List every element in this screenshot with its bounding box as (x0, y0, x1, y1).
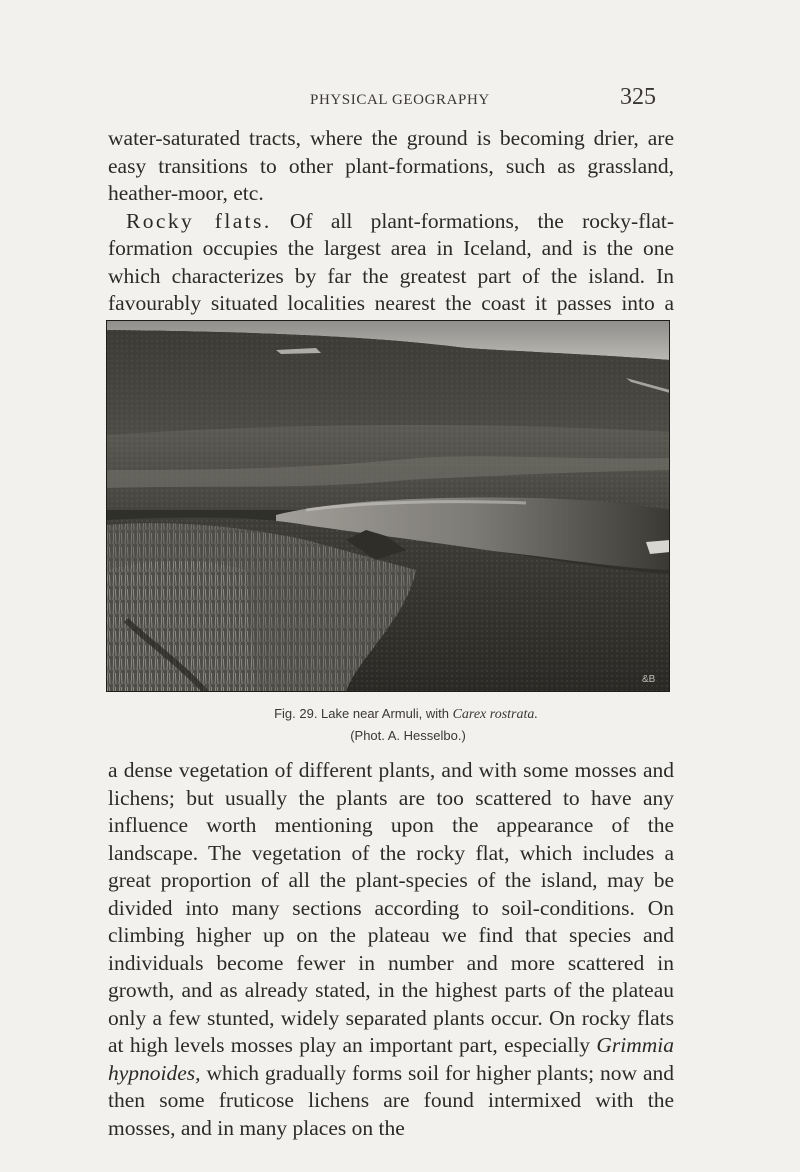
figure-caption (0, 706, 800, 723)
photo-credit: (Phot. A. Hesselbo.) (350, 728, 466, 743)
species-grimmia: Grimmia hypnoides, (108, 1033, 674, 1085)
paragraph-transitions: water-saturated tracts, where the ground is becoming drier, are easy transitions to other plant-formations, such as grassland, heather-moor, etc. (108, 126, 674, 205)
paragraph-vegetation-text-a: a dense vegetation of different plants, and with some mosses and lichens; but usually the plants are too scattered to have any influence worth mentioning upon the appearance of the landscape. The vegetation of the rocky flat, which includes a great proportion of all the plant-species of the island, may be divided into many sections according to soil-conditions. On climbing higher up on the plateau we find that species and individuals become fewer in number and more scattered in growth, and as already stated, in the highest parts of the plateau only a few stunted, widely separated plants occur. On rocky flats at high levels mosses play an important part, especially (108, 758, 674, 1057)
text-block-top (108, 125, 674, 345)
paragraph-vegetation-text-b: which gradually forms soil for higher plants; now and then some fruticose lichens are found intermixed with the mosses, and in many places on the (108, 1060, 675, 1140)
paragraph-rocky-flats-text: Of all plant-formations, the rocky-flat-formation occupies the largest area in Iceland, and is the one which characterizes by far the greatest part of the island. In favourably situated localities nearest the coast it passes into a (108, 208, 675, 315)
caption-species: Carex rostrata. (452, 707, 538, 722)
section-heading-rocky-flats: Rocky flats. (126, 208, 272, 233)
figure-photo (106, 320, 670, 692)
lake-landscape-photo (106, 320, 670, 692)
text-block-bottom (108, 757, 674, 1142)
paragraph-vegetation (108, 757, 674, 1142)
caption-prefix: Fig. 29. Lake near Armuli, with (274, 706, 449, 721)
page-number: 325 (620, 84, 656, 110)
running-title: PHYSICAL GEOGRAPHY (310, 92, 490, 108)
svg-text:&B: &B (642, 674, 656, 685)
